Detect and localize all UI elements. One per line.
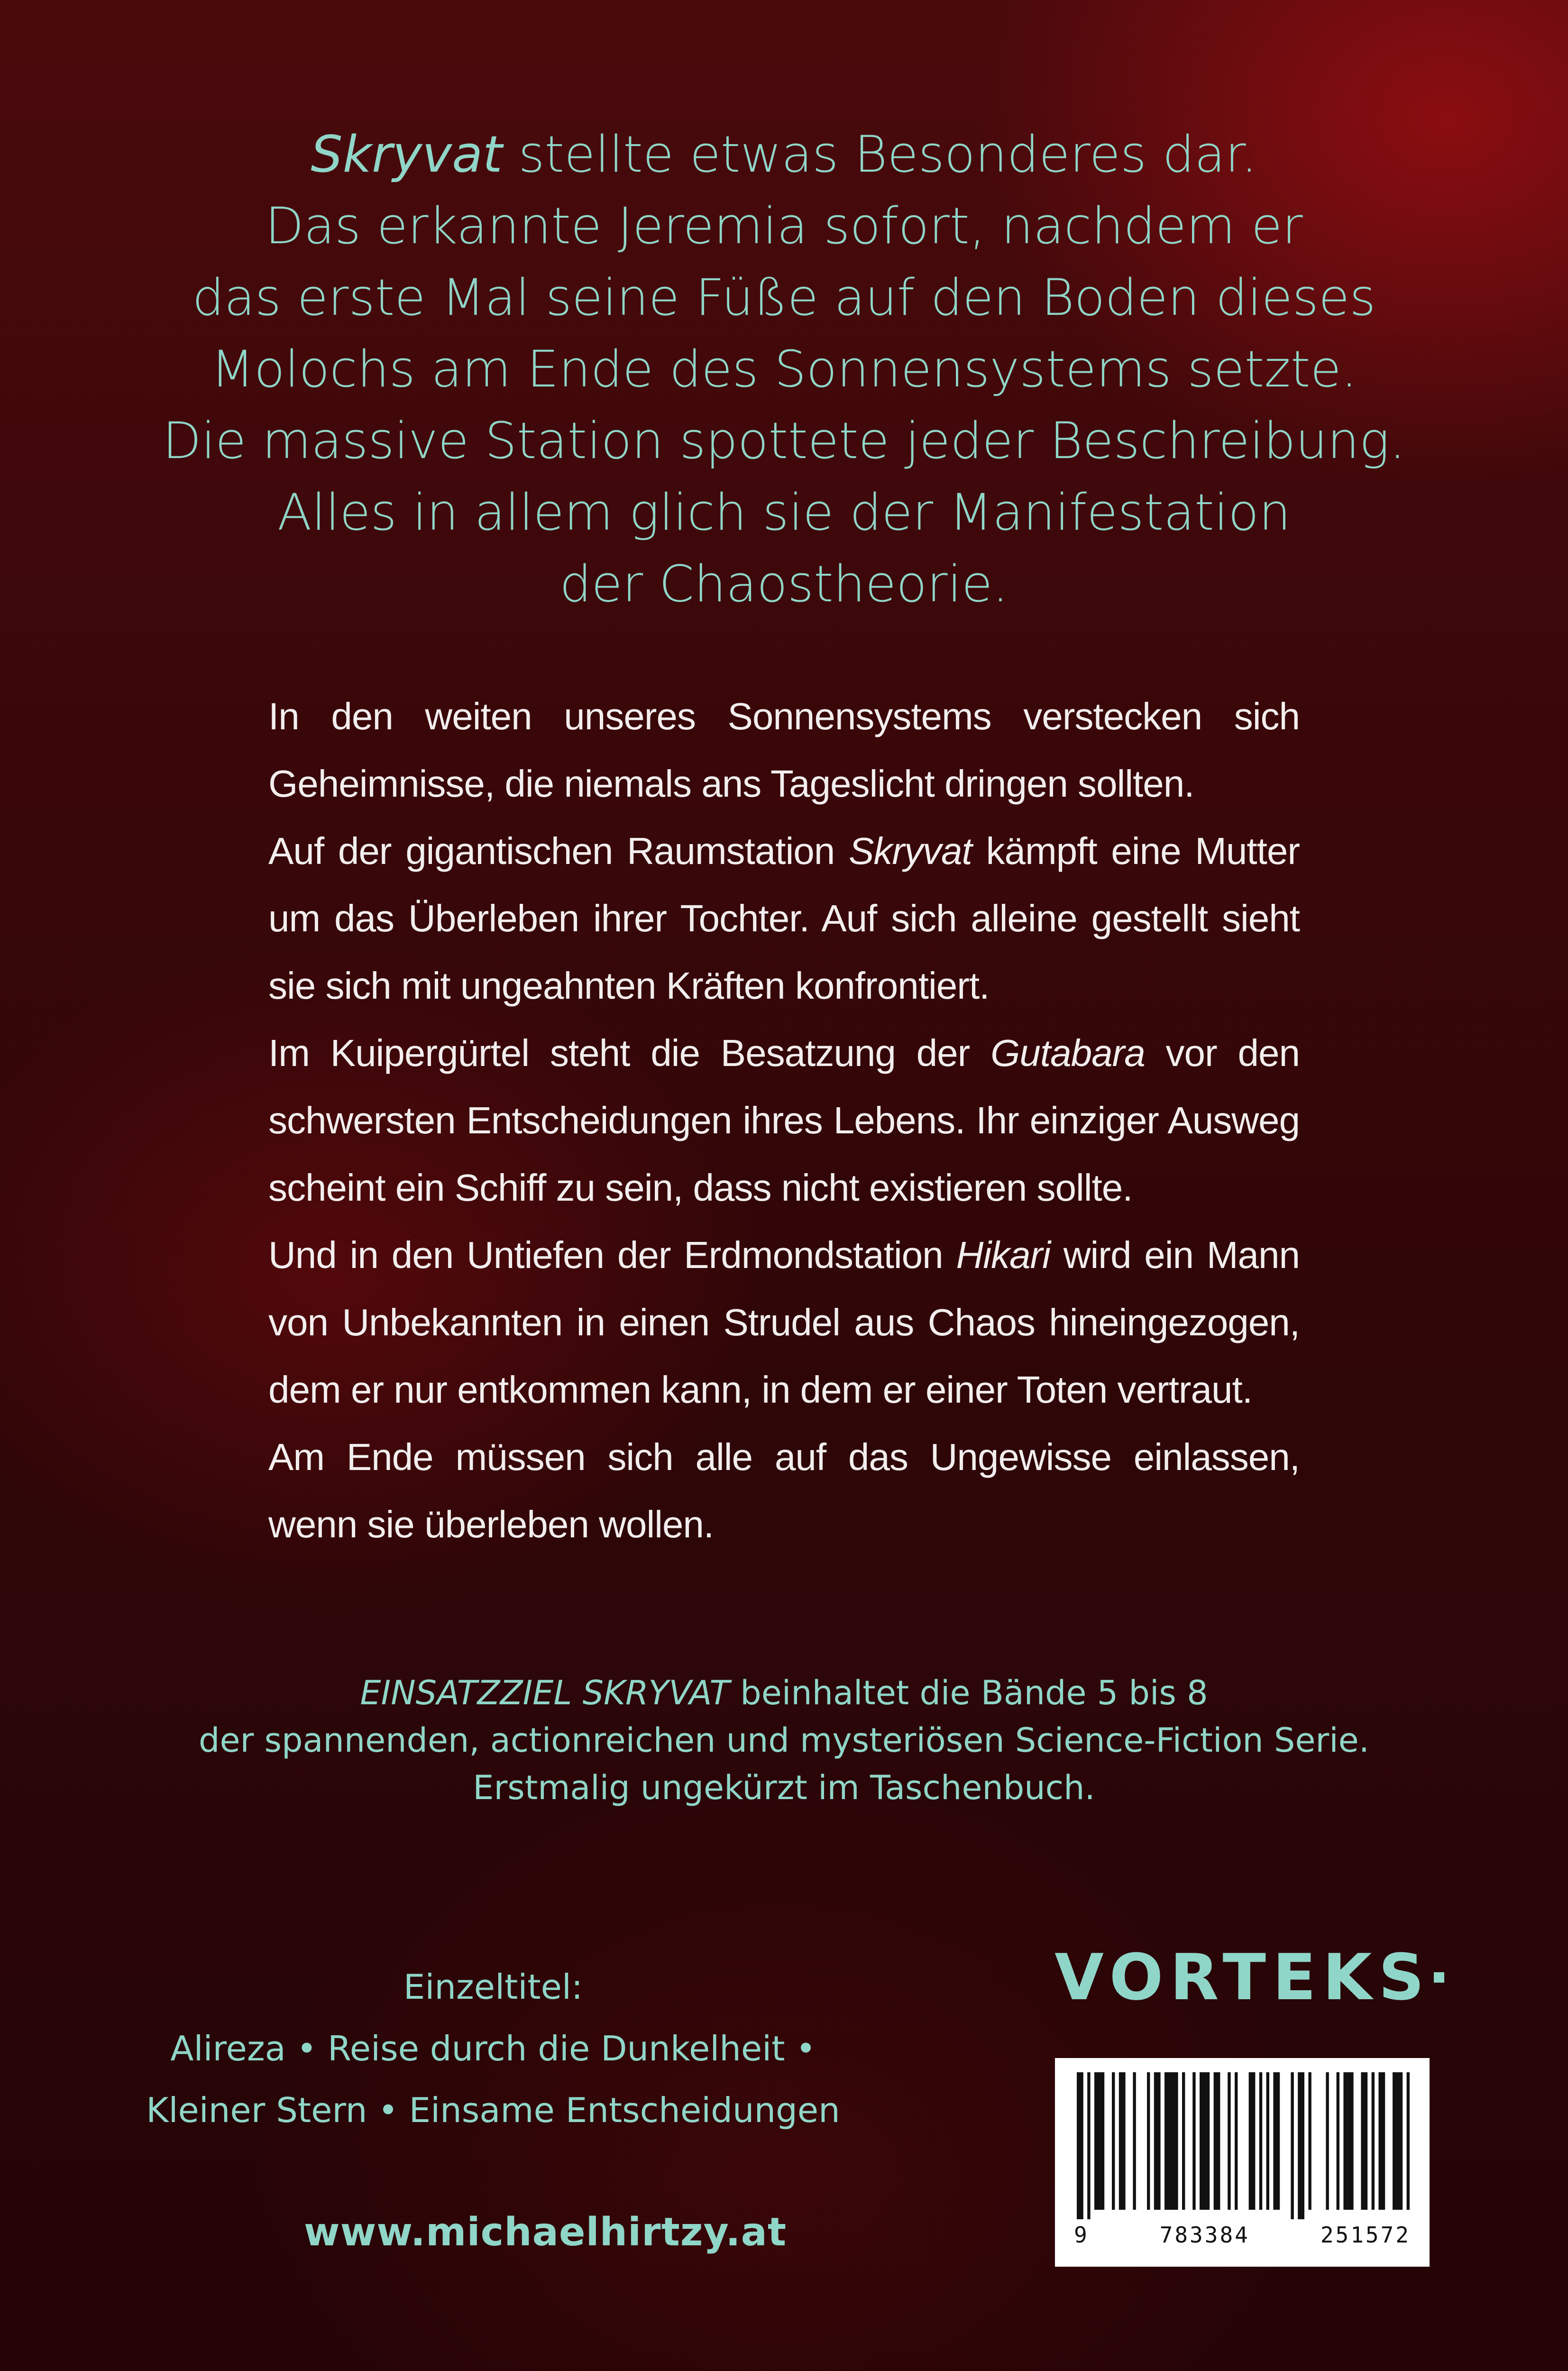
barcode-bar	[1407, 2072, 1410, 2210]
barcode-bar	[1119, 2072, 1126, 2210]
barcode-bar	[1259, 2072, 1262, 2210]
single-titles-line-1: Alireza • Reise durch die Dunkelheit •	[170, 2029, 816, 2068]
barcode-bar	[1228, 2072, 1230, 2210]
blurb-p2-b: kämpft eine Mutter um das Überleben ihrer Tochter. Auf sich alleine gestellt sieht sie sich mit ungeahnten Kräften konfrontiert.	[268, 830, 1300, 1007]
blurb-paragraph-4	[268, 1222, 1300, 1424]
barcode-bar	[1372, 2072, 1375, 2210]
barcode-bar	[1378, 2072, 1385, 2210]
barcode-bar	[1182, 2072, 1185, 2210]
barcode-bar	[1165, 2072, 1178, 2210]
publisher-logo-text: VORTEKS	[1055, 1940, 1431, 2014]
barcode-bar	[1361, 2072, 1367, 2210]
blurb-p4-em: Hikari	[956, 1234, 1050, 1276]
blurb-paragraph-1: In den weiten unseres Sonnensystems verstecken sich Geheimnisse, die niemals ans Tageslicht dringen sollten.	[268, 695, 1300, 805]
single-titles-heading: Einzeltitel:	[403, 1967, 583, 2007]
barcode-bar	[1343, 2072, 1353, 2210]
barcode-bar	[1214, 2072, 1220, 2210]
single-titles-line-2: Kleiner Stern • Einsame Entscheidungen	[146, 2090, 840, 2130]
isbn-group-1: 783384	[1159, 2222, 1250, 2248]
barcode-bar	[1200, 2072, 1210, 2210]
barcode-bar	[1326, 2072, 1329, 2210]
blurb-paragraph-3	[268, 1020, 1300, 1222]
blurb	[268, 683, 1300, 1558]
blurb-p3-em: Gutabara	[990, 1032, 1145, 1074]
barcode-bar	[1094, 2072, 1104, 2210]
barcode-bar	[1087, 2072, 1090, 2219]
isbn-group-2: 251572	[1320, 2222, 1411, 2248]
series-line-1	[95, 1669, 1473, 1717]
series-line-2: der spannenden, actionreichen und mysteriösen Science-Fiction Serie.	[199, 1721, 1369, 1760]
tagline	[95, 119, 1473, 620]
isbn-digits	[1074, 2222, 1411, 2248]
blurb-p3-b: vor den schwersten Entscheidungen ihres Lebens. Ihr einziger Ausweg scheint ein Schiff zu sein, dass nicht existieren sollte.	[268, 1032, 1300, 1209]
blurb-p3-a: Im Kuipergürtel steht die Besatzung der	[268, 1032, 991, 1074]
series-info	[95, 1669, 1473, 1811]
barcode-bar	[1133, 2072, 1136, 2210]
series-title-italic: EINSATZZIEL SKRYVAT	[360, 1673, 730, 1712]
blurb-paragraph-2	[268, 818, 1300, 1020]
barcode-bar	[1308, 2072, 1311, 2210]
publisher-logo	[1048, 1942, 1451, 2013]
tagline-title-italic: Skryvat	[311, 125, 503, 184]
tagline-line-7: der Chaostheorie.	[559, 555, 1009, 613]
barcode-bar	[1298, 2072, 1304, 2219]
isbn-lead-digit: 9	[1074, 2222, 1089, 2248]
barcode-bar	[1147, 2072, 1150, 2210]
tagline-line-3: das erste Mal seine Füße auf den Boden dieses	[192, 268, 1376, 327]
blurb-p2-a: Auf der gigantischen Raumstation	[268, 830, 849, 872]
barcode-bar	[1192, 2072, 1195, 2210]
barcode-bar	[1077, 2072, 1083, 2219]
tagline-line-5: Die massive Station spottete jeder Beschreibung.	[162, 412, 1406, 470]
blurb-paragraph-5: Am Ende müssen sich alle auf das Ungewisse einlassen, wenn sie überleben wollen.	[268, 1436, 1300, 1545]
barcode-bar	[1112, 2072, 1115, 2210]
barcode-bar	[1393, 2072, 1403, 2210]
author-website-link[interactable]: www.michaelhirtzy.at	[303, 2210, 787, 2255]
blurb-p4-b: wird ein Mann von Unbekannten in einen Strudel aus Chaos hineingezogen, dem er nur entkommen kann, in dem er einer Toten vertraut.	[268, 1234, 1300, 1411]
tagline-line-1	[95, 119, 1473, 190]
tagline-line-4: Molochs am Ende des Sonnensystems setzte.	[211, 340, 1357, 398]
tagline-line-6: Alles in allem glich sie der Manifestation	[277, 483, 1291, 542]
barcode-bar	[1273, 2072, 1280, 2210]
barcode-bar	[1235, 2072, 1238, 2210]
barcode-bar	[1266, 2072, 1269, 2210]
barcode-bar	[1154, 2072, 1161, 2210]
logo-dot-icon	[1434, 1972, 1444, 1983]
series-line-3: Erstmalig ungekürzt im Taschenbuch.	[473, 1768, 1095, 1807]
barcode-bar	[1291, 2072, 1293, 2219]
isbn-barcode	[1055, 2058, 1430, 2267]
blurb-p4-a: Und in den Untiefen der Erdmondstation	[268, 1234, 956, 1276]
blurb-p2-em: Skryvat	[849, 830, 972, 872]
barcode-bar	[1337, 2072, 1339, 2210]
tagline-line-2: Das erkannte Jeremia sofort, nachdem er	[265, 197, 1303, 255]
barcode-bar	[1249, 2072, 1256, 2210]
single-titles	[109, 1956, 877, 2141]
tagline-line-1-rest: stellte etwas Besonderes dar.	[502, 125, 1257, 184]
series-line-1-rest: beinhaltet die Bände 5 bis 8	[730, 1673, 1208, 1712]
barcode-bars	[1074, 2072, 1411, 2219]
